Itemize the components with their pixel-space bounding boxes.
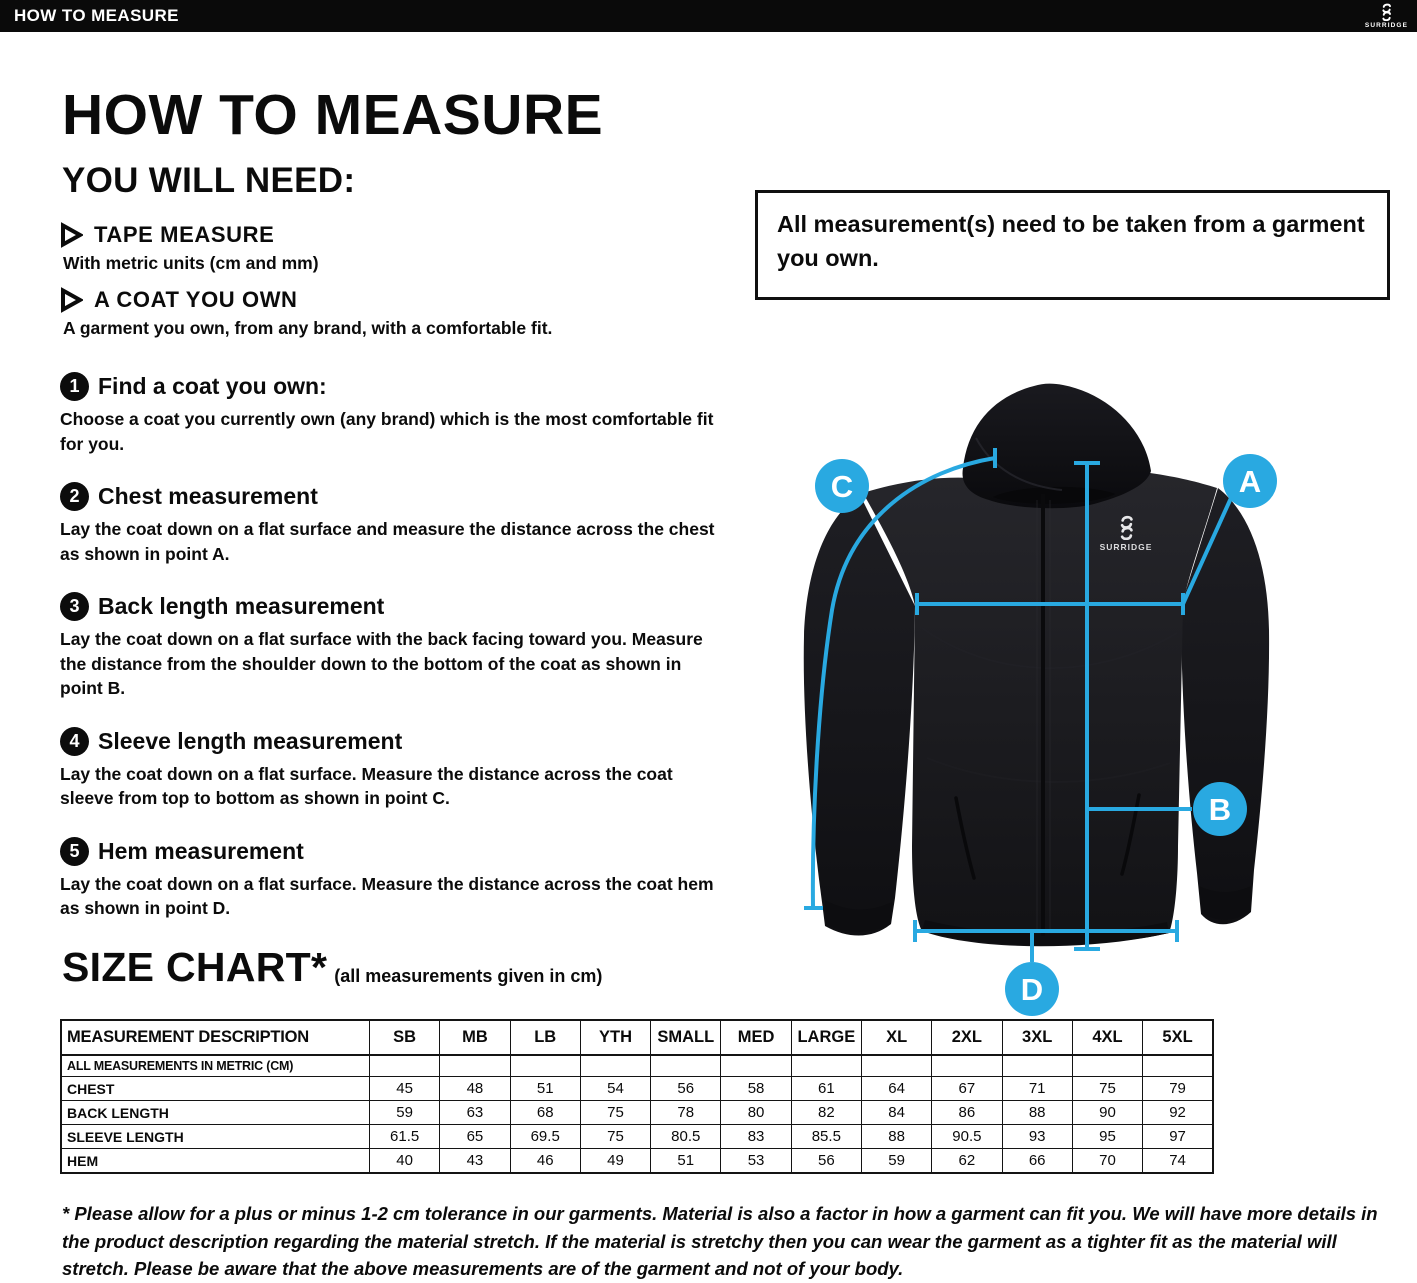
column-header: MB [440,1020,510,1055]
value-cell: 83 [721,1125,791,1149]
value-cell: 63 [440,1101,510,1125]
column-header: 2XL [932,1020,1002,1055]
table-row [61,1077,1213,1101]
size-chart-title: SIZE CHART* [62,944,328,990]
column-header: LARGE [791,1020,861,1055]
step-description: Lay the coat down on a flat surface with the back facing toward you. Measure the distance from the shoulder down to the bottom of the coat as shown in point B. [60,629,703,698]
value-cell: 90 [1072,1101,1142,1125]
column-header: SMALL [651,1020,721,1055]
triangle-bullet-icon [60,222,83,248]
requirement-label: A COAT YOU OWN [94,287,298,312]
unit-row [61,1055,1213,1077]
surridge-s-icon [1380,3,1393,21]
value-cell: 54 [580,1077,650,1101]
value-cell: 70 [1072,1149,1142,1174]
step-item [60,727,760,811]
empty-cell [861,1055,931,1077]
column-header: SB [370,1020,440,1055]
empty-cell [791,1055,861,1077]
value-cell: 43 [440,1149,510,1174]
topbar-title: HOW TO MEASURE [14,6,179,25]
empty-cell [721,1055,791,1077]
empty-cell [1143,1055,1213,1077]
value-cell: 48 [440,1077,510,1101]
empty-cell [651,1055,721,1077]
value-cell: 86 [932,1101,1002,1125]
step-number-badge: 2 [60,482,89,511]
chest-logo-text: SURRIDGE [1099,542,1153,552]
requirements [60,222,740,339]
value-cell: 61 [791,1077,861,1101]
step-item [60,482,760,566]
step-number-badge: 1 [60,372,89,401]
requirement-description: With metric units (cm and mm) [63,253,319,273]
value-cell: 69.5 [510,1125,580,1149]
row-label: SLEEVE LENGTH [61,1125,370,1149]
empty-cell [510,1055,580,1077]
requirement-item [60,287,740,339]
size-chart-header-row [61,1020,1213,1055]
jacket-illustration [804,384,1269,947]
step-number-badge: 5 [60,837,89,866]
row-label: CHEST [61,1077,370,1101]
value-cell: 67 [932,1077,1002,1101]
value-cell: 82 [791,1101,861,1125]
value-cell: 49 [580,1149,650,1174]
size-chart-subtitle: (all measurements given in cm) [334,966,603,986]
value-cell: 88 [861,1125,931,1149]
value-cell: 90.5 [932,1125,1002,1149]
step-head [60,372,760,401]
value-cell: 62 [932,1149,1002,1174]
unit-row-label: ALL MEASUREMENTS IN METRIC (CM) [61,1055,370,1077]
value-cell: 85.5 [791,1125,861,1149]
value-cell: 95 [1072,1125,1142,1149]
value-cell: 92 [1143,1101,1213,1125]
step-title: Hem measurement [98,837,304,864]
empty-cell [1072,1055,1142,1077]
value-cell: 97 [1143,1125,1213,1149]
value-cell: 66 [1002,1149,1072,1174]
value-cell: 88 [1002,1101,1072,1125]
value-cell: 80.5 [651,1125,721,1149]
value-cell: 64 [861,1077,931,1101]
step-title: Find a coat you own: [98,373,327,399]
svg-text:B: B [1208,792,1232,827]
column-header: YTH [580,1020,650,1055]
empty-cell [440,1055,510,1077]
jacket-body [863,473,1217,946]
requirement-description: A garment you own, from any brand, with a comfortable fit. [63,318,553,338]
value-cell: 58 [721,1077,791,1101]
column-header: 3XL [1002,1020,1072,1055]
value-cell: 75 [580,1125,650,1149]
value-cell: 53 [721,1149,791,1174]
marker-d [1005,962,1059,1016]
empty-cell [580,1055,650,1077]
table-row [61,1149,1213,1174]
step-description: Choose a coat you currently own (any brand) which is the most comfortable fit for you. [60,409,714,454]
value-cell: 75 [580,1101,650,1125]
marker-a [1223,454,1277,508]
column-header: XL [861,1020,931,1055]
jacket-zip [1041,494,1045,936]
value-cell: 56 [651,1077,721,1101]
step-head [60,482,760,511]
empty-cell [1002,1055,1072,1077]
value-cell: 46 [510,1149,580,1174]
step-head [60,592,760,621]
marker-b [1193,782,1247,836]
svg-text:D: D [1020,972,1044,1007]
top-bar [0,0,1417,32]
value-cell: 79 [1143,1077,1213,1101]
size-chart-heading [62,944,602,991]
value-cell: 93 [1002,1125,1072,1149]
requirement-item [60,222,740,274]
table-row [61,1125,1213,1149]
value-cell: 61.5 [370,1125,440,1149]
surridge-logo-text: SURRIDGE [1364,22,1408,29]
requirement-head [60,287,740,313]
value-cell: 51 [651,1149,721,1174]
svg-text:A: A [1238,464,1262,499]
size-chart-body [61,1055,1213,1173]
value-cell: 45 [370,1077,440,1101]
step-item [60,837,760,921]
step-description: Lay the coat down on a flat surface. Measure the distance across the coat sleeve from top to bottom as shown in point C. [60,763,673,808]
value-cell: 59 [861,1149,931,1174]
triangle-bullet-icon [60,287,83,313]
value-cell: 78 [651,1101,721,1125]
value-cell: 59 [370,1101,440,1125]
column-header: 4XL [1072,1020,1142,1055]
step-head [60,727,760,756]
step-item [60,592,760,701]
steps-list [60,372,760,947]
value-cell: 80 [721,1101,791,1125]
value-cell: 74 [1143,1149,1213,1174]
value-cell: 71 [1002,1077,1072,1101]
value-cell: 51 [510,1077,580,1101]
step-head [60,837,760,866]
step-title: Back length measurement [98,593,385,619]
value-cell: 84 [861,1101,931,1125]
empty-cell [370,1055,440,1077]
jacket-diagram [762,378,1412,1018]
step-item [60,372,760,456]
value-cell: 56 [791,1149,861,1174]
value-cell: 68 [510,1101,580,1125]
you-will-need-heading: YOU WILL NEED: [62,161,356,200]
step-number-badge: 3 [60,592,89,621]
marker-c [815,459,869,513]
empty-cell [932,1055,1002,1077]
value-cell: 75 [1072,1077,1142,1101]
step-number-badge: 4 [60,727,89,756]
requirement-label: TAPE MEASURE [94,222,275,247]
value-cell: 40 [370,1149,440,1174]
step-title: Chest measurement [98,483,318,509]
surridge-logo [1365,3,1408,29]
table-row [61,1101,1213,1125]
column-header: LB [510,1020,580,1055]
footnote: * Please allow for a plus or minus 1-2 cm tolerance in our garments. Material is also a factor in how a garment can fit you. We will have more details in the product description regarding the material stretch. If the material is stretchy then you can wear the garment as a tighter fit as the material will stretch. Please be aware that the above measurements are of the garment and not of your body. [62,1203,1378,1279]
note-box: All measurement(s) need to be taken from a garment you own. [755,190,1390,300]
size-chart [60,1019,1214,1174]
step-description: Lay the coat down on a flat surface. Measure the distance across the coat hem as shown in point D. [60,873,714,918]
step-description: Lay the coat down on a flat surface and measure the distance across the chest as shown in point A. [60,519,715,564]
row-label: BACK LENGTH [61,1101,370,1125]
column-header: MED [721,1020,791,1055]
page-title: HOW TO MEASURE [62,83,604,147]
value-cell: 65 [440,1125,510,1149]
requirement-head [60,222,740,248]
size-chart-table [60,1019,1214,1174]
column-header: 5XL [1143,1020,1213,1055]
row-label: HEM [61,1149,370,1174]
step-title: Sleeve length measurement [98,727,403,754]
jacket-graphic [762,378,1412,1018]
column-header: MEASUREMENT DESCRIPTION [61,1020,370,1055]
svg-text:C: C [830,469,854,504]
